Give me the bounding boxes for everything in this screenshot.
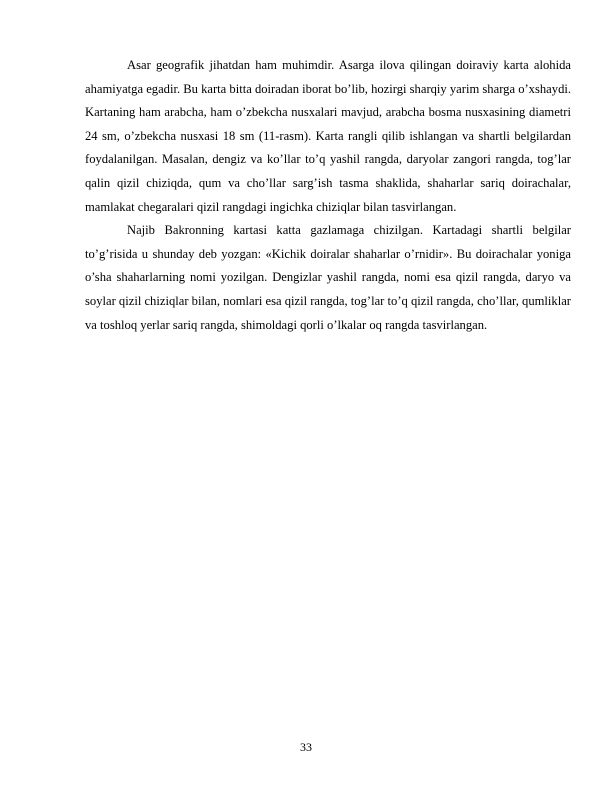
page-number: 33 [300, 740, 312, 754]
paragraph-2: Najib Bakronning kartasi katta gazlamaga chizilgan. Kartadagi shartli belgilar to’g’risida u shunday deb yozgan: «Kichik doiralar shaharlar o’rnidir». Bu doirachalar yoniga o’sha shaharlarning nomi yozilgan. Dengizlar yashil rangda, nomi esa qizil rangda, daryo va soylar qizil chiziqlar bilan, nomlari esa qizil rangda, tog’lar to’q qizil rangda, cho’llar, qumliklar va toshloq yerlar sariq rangda, shimoldagi qorli o’lkalar oq rangda tasvirlangan. [85, 223, 571, 332]
body-text [85, 54, 571, 337]
paragraph-1: Asar geografik jihatdan ham muhimdir. Asarga ilova qilingan doiraviy karta alohida ahamiyatga egadir. Bu karta bitta doiradan iborat bo’lib, hozirgi sharqiy yarim sharga o’xshaydi. Kartaning ham arabcha, ham o’zbekcha nusxalari mavjud, arabcha bosma nusxasining diametri 24 sm, o’zbekcha nusxasi 18 sm (11-rasm). Karta rangli qilib ishlangan va shartli belgilardan foydalanilgan. Masalan, dengiz va ko’llar to’q yashil rangda, daryolar zangori rangda, tog’lar qalin qizil chiziqda, qum va cho’llar sarg’ish tasma shaklida, shaharlar sariq doirachalar, mamlakat chegaralari qizil rangdagi ingichka chiziqlar bilan tasvirlangan. [85, 58, 572, 214]
